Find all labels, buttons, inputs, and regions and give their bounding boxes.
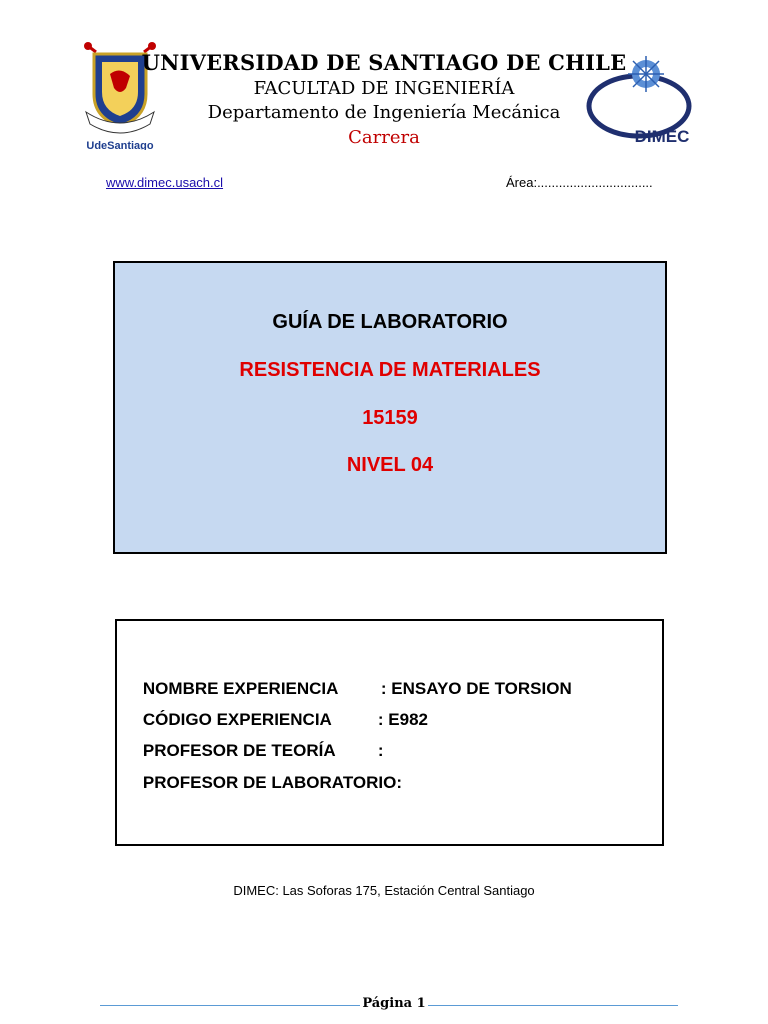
dimec-logo-text: DIMEC [634, 127, 690, 146]
department-name: Departamento de Ingeniería Mecánica [207, 102, 561, 123]
info-value: : ENSAYO DE TORSION [380, 679, 572, 698]
info-box [115, 619, 664, 846]
uni-logo-text: UdeSantiago [86, 140, 154, 150]
course-code: 15159 [362, 407, 418, 429]
course-level: NIVEL 04 [346, 454, 434, 476]
website-link[interactable]: www.dimec.usach.cl [106, 175, 224, 190]
page-number: Página 1 [362, 996, 426, 1011]
footer-divider-left [100, 1005, 360, 1006]
course-name: RESISTENCIA DE MATERIALES [239, 359, 541, 381]
info-label: PROFESOR DE TEORÍA [142, 741, 336, 760]
faculty-name: FACULTAD DE INGENIERÍA [253, 78, 515, 99]
footer-divider-right [428, 1005, 678, 1006]
info-label: PROFESOR DE LABORATORIO: [142, 773, 403, 792]
info-value: : [377, 741, 384, 760]
info-value: : E982 [377, 710, 428, 729]
info-label: CÓDIGO EXPERIENCIA [142, 710, 332, 729]
info-label: NOMBRE EXPERIENCIA [142, 679, 339, 698]
career-label: Carrera [348, 127, 420, 148]
area-field: Área:................................ [506, 175, 653, 190]
address: DIMEC: Las Soforas 175, Estación Central Santiago [233, 883, 535, 898]
guide-title: GUÍA DE LABORATORIO [272, 311, 508, 333]
university-name: UNIVERSIDAD DE SANTIAGO DE CHILE [141, 50, 627, 75]
info-row [124, 753, 402, 813]
title-box [113, 261, 667, 554]
